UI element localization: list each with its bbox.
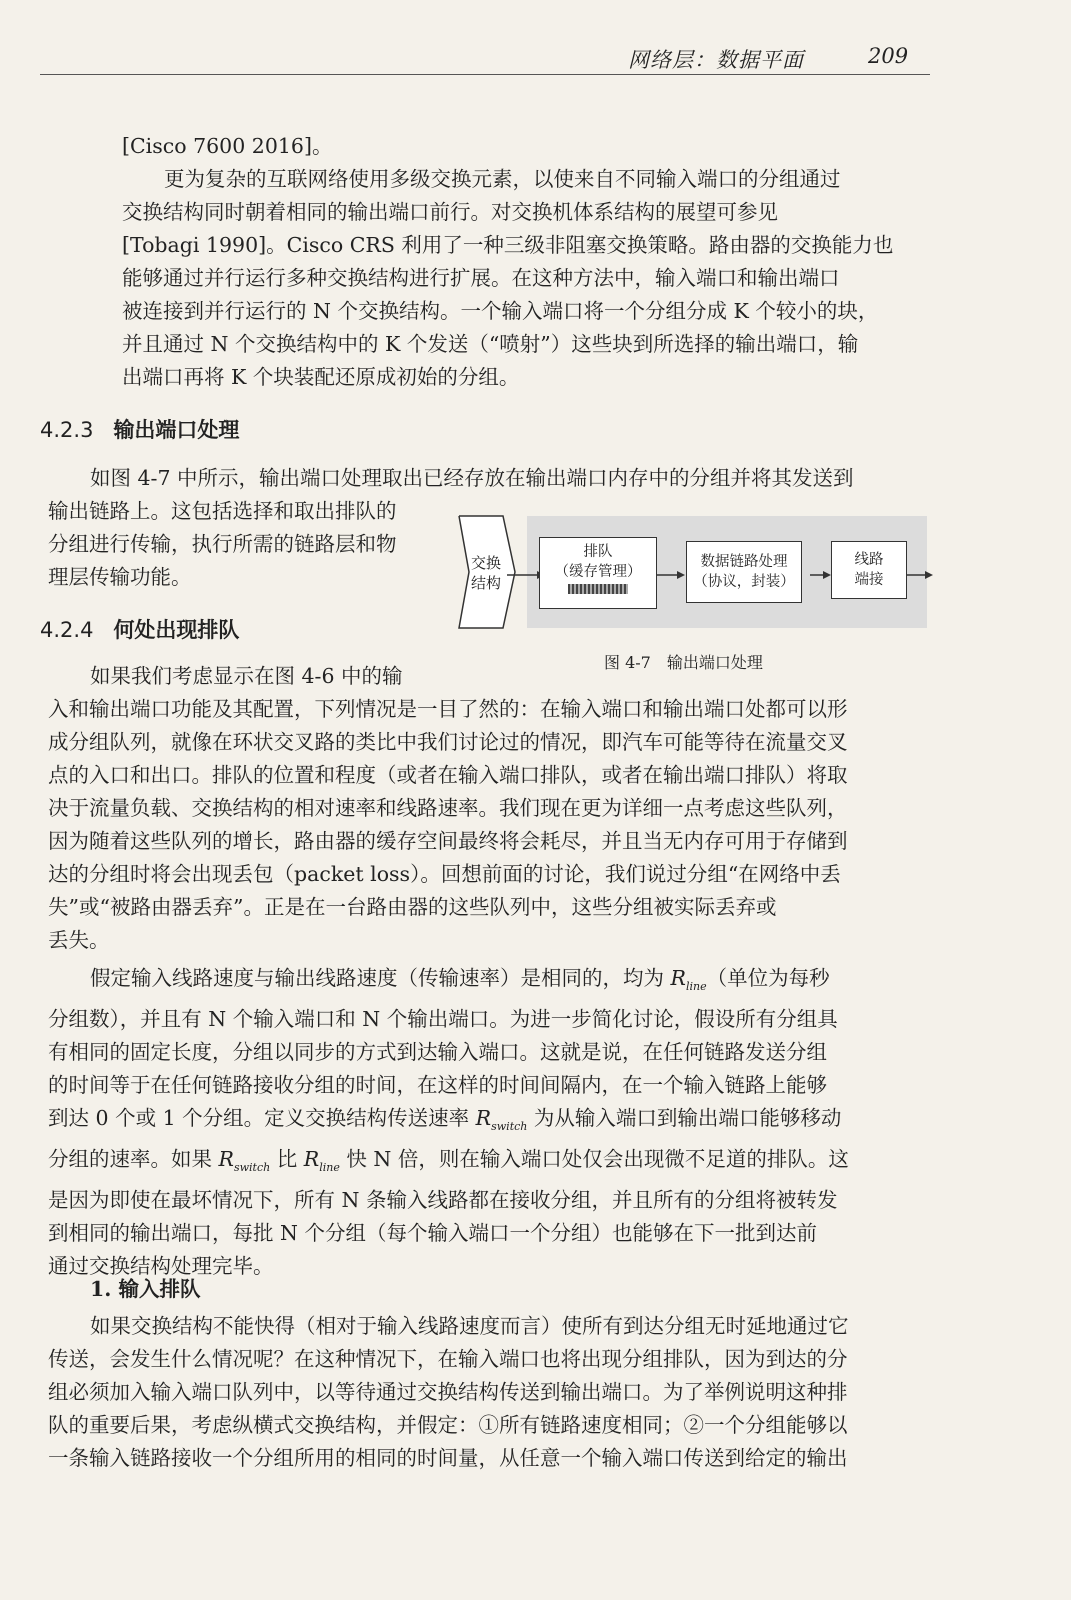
text-line: 假定输入线路速度与输出线路速度（传输速率）是相同的，均为 $R_{line}$（单位为每秒	[90, 966, 830, 994]
rate-symbol: $R_{switch}$	[475, 1106, 528, 1134]
text-line: 点的入口和出口。排队的位置和程度（或者在输入端口排队，或者在输出端口排队）将取	[48, 763, 848, 787]
figure-caption: 图 4-7 输出端口处理	[604, 653, 763, 672]
text-line: 传送，会发生什么情况呢？在这种情况下，在输入端口也将出现分组排队，因为到达的分	[48, 1347, 848, 1371]
text-line: 如图 4-7 中所示，输出端口处理取出已经存放在输出端口内存中的分组并将其发送到	[90, 466, 854, 490]
rate-symbol: $R_{switch}$	[218, 1147, 271, 1175]
text-line: 理层传输功能。	[48, 565, 192, 589]
box-label: （协议，封装）	[693, 574, 795, 590]
running-header-title: 网络层：数据平面	[628, 48, 804, 72]
input-queueing-paragraph	[48, 1310, 938, 1475]
text-line: 并且通过 N 个交换结构中的 K 个发送（“喷射”）这些块到所选择的输出端口，输	[122, 332, 859, 356]
text-line: 能够通过并行运行多种交换结构进行扩展。在这种方法中，输入端口和输出端口	[122, 266, 840, 290]
box-label: 排队	[583, 544, 613, 560]
queue-box	[539, 537, 657, 609]
rate-symbol: $R_{line}$	[303, 1147, 340, 1175]
text-line: 出端口再将 K 个块装配还原成初始的分组。	[122, 365, 520, 389]
switch-fabric-label	[466, 553, 506, 593]
text-line: 更为复杂的互联网络使用多级交换元素，以使来自不同输入端口的分组通过	[164, 167, 841, 191]
buffer-icon	[568, 584, 628, 594]
text-line: 分组进行传输，执行所需的链路层和物	[48, 532, 397, 556]
text-line: 因为随着这些队列的增长，路由器的缓存空间最终将会耗尽，并且当无内存可用于存储到	[48, 829, 848, 853]
box-label: （缓存管理）	[554, 564, 642, 580]
text-line: 一条输入链路接收一个分组所用的相同的时间量，从任意一个输入端口传送到给定的输出	[48, 1446, 848, 1470]
text-line: 如果交换结构不能快得（相对于输入线路速度而言）使所有到达分组无时延地通过它	[90, 1314, 849, 1338]
text-line: [Cisco 7600 2016]。	[122, 134, 333, 158]
label-line: 结构	[470, 574, 501, 592]
text-line: 到达 0 个或 1 个分组。定义交换结构传送速率 $R_{switch}$ 为从输入端口到输出端口能够移动	[48, 1106, 842, 1134]
box-label: 端接	[854, 572, 884, 588]
subsection-input-queueing: 1. 输入排队	[90, 1277, 201, 1301]
section-number: 4.2.3	[40, 418, 94, 442]
text-line: 通过交换结构处理完毕。	[48, 1254, 274, 1279]
data-link-processing-box	[686, 541, 802, 603]
queueing-paragraph-1	[48, 660, 938, 957]
intro-paragraph	[122, 130, 938, 394]
section-number: 4.2.4	[40, 618, 94, 642]
text-line: 有相同的固定长度，分组以同步的方式到达输入端口。这就是说，在任何链路发送分组	[48, 1040, 827, 1065]
rate-symbol: $R_{line}$	[670, 966, 707, 994]
section-title: 输出端口处理	[113, 418, 240, 442]
text-line: 决于流量负载、交换结构的相对速率和线路速率。我们现在更为详细一点考虑这些队列，	[48, 796, 848, 820]
header-rule	[40, 74, 930, 75]
text-line: 被连接到并行运行的 N 个交换结构。一个输入端口将一个分组分成 K 个较小的块，	[122, 299, 879, 323]
text-line: 成分组队列，就像在环状交叉路的类比中我们讨论过的情况，即汽车可能等待在流量交叉	[48, 730, 848, 754]
text-line: [Tobagi 1990]。Cisco CRS 利用了一种三级非阻塞交换策略。路由器的交换能力也	[122, 233, 894, 257]
box-label: 数据链路处理	[700, 554, 788, 570]
text-line: 的时间等于在任何链路接收分组的时间，在这样的时间间隔内，在一个输入链路上能够	[48, 1073, 827, 1098]
text-line: 组必须加入输入端口队列中，以等待通过交换结构传送到输出端口。为了举例说明这种排	[48, 1380, 848, 1404]
section-title: 何处出现排队	[113, 618, 240, 642]
section-heading-4-2-4	[40, 614, 239, 644]
label-line: 交换	[470, 554, 501, 572]
text-line: 交换结构同时朝着相同的输出端口前行。对交换机体系结构的展望可参见	[122, 200, 778, 224]
text-line: 是因为即使在最坏情况下，所有 N 条输入线路都在接收分组，并且所有的分组将被转发	[48, 1188, 838, 1213]
line-termination-box	[831, 541, 907, 599]
queueing-paragraph-2	[48, 962, 938, 1283]
text-line: 队的重要后果，考虑纵横式交换结构，并假定：①所有链路速度相同；②一个分组能够以	[48, 1413, 848, 1437]
text-line: 到相同的输出端口，每批 N 个分组（每个输入端口一个分组）也能够在下一批到达前	[48, 1221, 817, 1246]
page-number: 209	[868, 44, 909, 68]
section-heading-4-2-3	[40, 414, 239, 444]
text-line: 分组的速率。如果 $R_{switch}$ 比 $R_{line}$ 快 N 倍，则在输入端口处仅会出现微不足道的排队。这	[48, 1147, 849, 1175]
text-line: 失”或“被路由器丢弃”。正是在一台路由器的这些队列中，这些分组被实际丢弃或	[48, 895, 777, 919]
text-line: 丢失。	[48, 928, 110, 952]
text-line: 分组数），并且有 N 个输入端口和 N 个输出端口。为进一步简化讨论，假设所有分组具	[48, 1007, 838, 1032]
text-line: 输出链路上。这包括选择和取出排队的	[48, 499, 397, 523]
text-line: 入和输出端口功能及其配置，下列情况是一目了然的：在输入端口和输出端口处都可以形	[48, 697, 848, 721]
text-line: 达的分组时将会出现丢包（packet loss）。回想前面的讨论，我们说过分组“在网络中丢	[48, 862, 841, 886]
text-line: 如果我们考虑显示在图 4-6 中的输	[90, 664, 403, 688]
box-label: 线路	[854, 552, 884, 568]
